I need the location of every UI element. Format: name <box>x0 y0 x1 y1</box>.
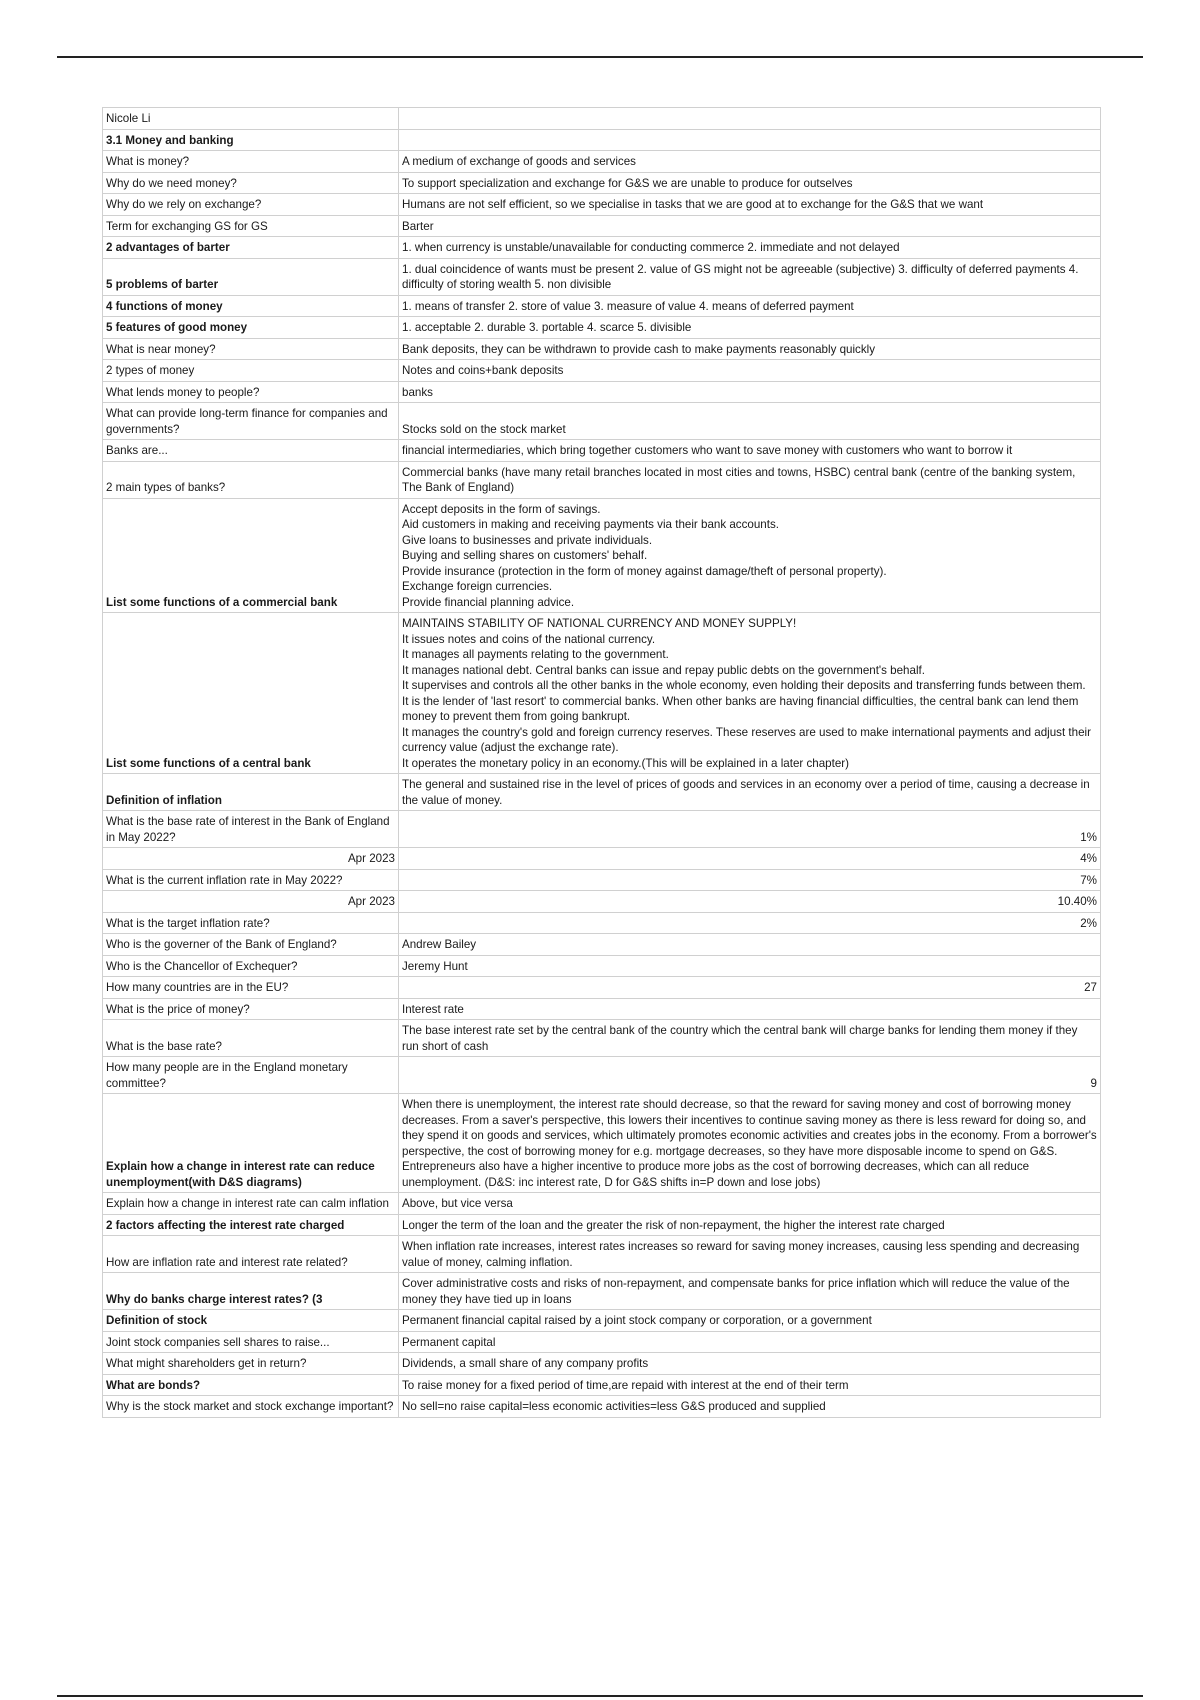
table-row <box>103 172 1101 194</box>
question-cell: 2 main types of banks? <box>103 461 399 498</box>
answer-cell: 1. means of transfer 2. store of value 3. measure of value 4. means of deferred payment <box>399 295 1101 317</box>
table-row <box>103 869 1101 891</box>
answer-cell: 1% <box>399 811 1101 848</box>
answer-cell: Permanent financial capital raised by a joint stock company or corporation, or a government <box>399 1310 1101 1332</box>
answer-cell: Longer the term of the loan and the greater the risk of non-repayment, the higher the interest rate charged <box>399 1214 1101 1236</box>
table-row <box>103 338 1101 360</box>
question-cell: Explain how a change in interest rate can reduce unemployment(with D&S diagrams) <box>103 1094 399 1193</box>
answer-cell: Jeremy Hunt <box>399 955 1101 977</box>
answer-cell: A medium of exchange of goods and services <box>399 151 1101 173</box>
answer-cell: 10.40% <box>399 891 1101 913</box>
answer-cell: 27 <box>399 977 1101 999</box>
question-cell: Term for exchanging GS for GS <box>103 215 399 237</box>
table-row <box>103 215 1101 237</box>
answer-cell: 7% <box>399 869 1101 891</box>
question-cell: Why do we rely on exchange? <box>103 194 399 216</box>
question-cell: 2 factors affecting the interest rate charged <box>103 1214 399 1236</box>
table-row <box>103 295 1101 317</box>
table-row <box>103 1353 1101 1375</box>
answer-cell: 1. acceptable 2. durable 3. portable 4. scarce 5. divisible <box>399 317 1101 339</box>
bottom-rule <box>57 1695 1143 1697</box>
table-row <box>103 613 1101 774</box>
question-cell: Apr 2023 <box>103 848 399 870</box>
answer-cell: Accept deposits in the form of savings. Aid customers in making and receiving payments via their bank accounts. Give loans to businesses and private individuals. Buying and selling shares on customers' behalf. Provide insurance (protection in the form of money against damage/theft of personal property). Exchange foreign currencies. Provide financial planning advice. <box>399 498 1101 613</box>
table-row <box>103 461 1101 498</box>
question-cell: List some functions of a commercial bank <box>103 498 399 613</box>
table-row <box>103 194 1101 216</box>
answer-cell: 1. when currency is unstable/unavailable for conducting commerce 2. immediate and not delayed <box>399 237 1101 259</box>
table-row <box>103 403 1101 440</box>
author-name: Nicole Li <box>103 108 399 130</box>
table-row <box>103 1094 1101 1193</box>
answer-cell: Commercial banks (have many retail branches located in most cities and towns, HSBC) central bank (centre of the banking system, The Bank of England) <box>399 461 1101 498</box>
question-cell: List some functions of a central bank <box>103 613 399 774</box>
answer-cell: Bank deposits, they can be withdrawn to provide cash to make payments reasonably quickly <box>399 338 1101 360</box>
table-row <box>103 774 1101 811</box>
question-cell: Definition of inflation <box>103 774 399 811</box>
question-cell: Joint stock companies sell shares to raise... <box>103 1331 399 1353</box>
question-cell: Definition of stock <box>103 1310 399 1332</box>
question-cell: What are bonds? <box>103 1374 399 1396</box>
question-cell: Why do we need money? <box>103 172 399 194</box>
table-row <box>103 440 1101 462</box>
question-cell: Banks are... <box>103 440 399 462</box>
table-row <box>103 237 1101 259</box>
table-row <box>103 1193 1101 1215</box>
table-row <box>103 151 1101 173</box>
question-cell: How are inflation rate and interest rate related? <box>103 1236 399 1273</box>
question-cell: Why is the stock market and stock exchange important? <box>103 1396 399 1418</box>
answer-cell: Cover administrative costs and risks of non-repayment, and compensate banks for price inflation which will reduce the value of the money they have tied up in loans <box>399 1273 1101 1310</box>
answer-cell: The general and sustained rise in the level of prices of goods and services in an economy over a period of time, causing a decrease in the value of money. <box>399 774 1101 811</box>
answer-cell: When inflation rate increases, interest rates increases so reward for saving money increases, causing less spending and decreasing value of money, calming inflation. <box>399 1236 1101 1273</box>
table-row <box>103 1214 1101 1236</box>
answer-cell: 9 <box>399 1057 1101 1094</box>
table-row <box>103 811 1101 848</box>
table-row <box>103 891 1101 913</box>
empty-cell <box>399 108 1101 130</box>
question-cell: Who is the governer of the Bank of England? <box>103 934 399 956</box>
empty-cell <box>399 129 1101 151</box>
answer-cell: Notes and coins+bank deposits <box>399 360 1101 382</box>
question-cell: What is the target inflation rate? <box>103 912 399 934</box>
question-cell: How many countries are in the EU? <box>103 977 399 999</box>
question-cell: What can provide long-term finance for companies and governments? <box>103 403 399 440</box>
question-cell: What is money? <box>103 151 399 173</box>
question-cell: What is the base rate of interest in the Bank of England in May 2022? <box>103 811 399 848</box>
table-row <box>103 317 1101 339</box>
question-cell: What is the base rate? <box>103 1020 399 1057</box>
question-cell: Explain how a change in interest rate can calm inflation <box>103 1193 399 1215</box>
answer-cell: Barter <box>399 215 1101 237</box>
answer-cell: When there is unemployment, the interest rate should decrease, so that the reward for saving money and cost of borrowing money decreases. From a saver's perspective, this lowers their incentives to continue saving money as there is less reward for doing so, and they spend it on goods and services, which ultimately promotes economic activities and creates jobs in the economy. From a borrower's perspective, the cost of borrowing money for e.g. mortgage decreases, so they have more disposable income to spend on G&S. Entrepreneurs also have a higher incentive to produce more jobs as the cost of borrowing decreases, which can all reduce unemployment. (D&S: inc interest rate, D for G&S shifts in=P down and lose jobs) <box>399 1094 1101 1193</box>
answer-cell: To raise money for a fixed period of time,are repaid with interest at the end of their term <box>399 1374 1101 1396</box>
answer-cell: Above, but vice versa <box>399 1193 1101 1215</box>
answer-cell: Humans are not self efficient, so we specialise in tasks that we are good at to exchange for the G&S that we want <box>399 194 1101 216</box>
question-cell: 5 features of good money <box>103 317 399 339</box>
table-row <box>103 360 1101 382</box>
answer-cell: 1. dual coincidence of wants must be present 2. value of GS might not be agreeable (subjective) 3. difficulty of deferred payments 4. difficulty of storing wealth 5. non divisible <box>399 258 1101 295</box>
answer-cell: Interest rate <box>399 998 1101 1020</box>
top-rule <box>57 56 1143 58</box>
notes-table <box>102 107 1101 1418</box>
question-cell: What is the price of money? <box>103 998 399 1020</box>
answer-cell: Stocks sold on the stock market <box>399 403 1101 440</box>
answer-cell: To support specialization and exchange for G&S we are unable to produce for outselves <box>399 172 1101 194</box>
question-cell: 4 functions of money <box>103 295 399 317</box>
table-row <box>103 1374 1101 1396</box>
answer-cell: MAINTAINS STABILITY OF NATIONAL CURRENCY AND MONEY SUPPLY! It issues notes and coins of the national currency. It manages all payments relating to the government. It manages national debt. Central banks can issue and repay public debts on the government's behalf. It supervises and controls all the other banks in the whole economy, even holding their deposits and transferring funds between them. It is the lender of 'last resort' to commercial banks. When other banks are having financial difficulties, the central bank can lend them money to prevent them from going bankrupt. It manages the country's gold and foreign currency reserves. These reserves are used to make international payments and adjust their currency value (adjust the exchange rate). It operates the monetary policy in an economy.(This will be explained in a later chapter) <box>399 613 1101 774</box>
answer-cell: The base interest rate set by the central bank of the country which the central bank will charge banks for lending them money if they run short of cash <box>399 1020 1101 1057</box>
question-cell: Apr 2023 <box>103 891 399 913</box>
table-row <box>103 1057 1101 1094</box>
question-cell: 2 types of money <box>103 360 399 382</box>
table-row-section <box>103 129 1101 151</box>
question-cell: Why do banks charge interest rates? (3 <box>103 1273 399 1310</box>
question-cell: What is the current inflation rate in May 2022? <box>103 869 399 891</box>
question-cell: 2 advantages of barter <box>103 237 399 259</box>
answer-cell: 2% <box>399 912 1101 934</box>
table-row-name <box>103 108 1101 130</box>
answer-cell: Permanent capital <box>399 1331 1101 1353</box>
table-row <box>103 381 1101 403</box>
table-row <box>103 498 1101 613</box>
question-cell: What is near money? <box>103 338 399 360</box>
table-row <box>103 1331 1101 1353</box>
table-row <box>103 1310 1101 1332</box>
table-row <box>103 955 1101 977</box>
answer-cell: 4% <box>399 848 1101 870</box>
section-title: 3.1 Money and banking <box>103 129 399 151</box>
question-cell: What lends money to people? <box>103 381 399 403</box>
table-row <box>103 848 1101 870</box>
table-row <box>103 1273 1101 1310</box>
question-cell: How many people are in the England monetary committee? <box>103 1057 399 1094</box>
table-row <box>103 977 1101 999</box>
table-row <box>103 1396 1101 1418</box>
answer-cell: No sell=no raise capital=less economic activities=less G&S produced and supplied <box>399 1396 1101 1418</box>
answer-cell: Dividends, a small share of any company profits <box>399 1353 1101 1375</box>
question-cell: 5 problems of barter <box>103 258 399 295</box>
table-row <box>103 1020 1101 1057</box>
answer-cell: financial intermediaries, which bring together customers who want to save money with customers who want to borrow it <box>399 440 1101 462</box>
table-row <box>103 998 1101 1020</box>
table-row <box>103 912 1101 934</box>
table-row <box>103 934 1101 956</box>
question-cell: What might shareholders get in return? <box>103 1353 399 1375</box>
table-row <box>103 258 1101 295</box>
answer-cell: banks <box>399 381 1101 403</box>
question-cell: Who is the Chancellor of Exchequer? <box>103 955 399 977</box>
table-row <box>103 1236 1101 1273</box>
answer-cell: Andrew Bailey <box>399 934 1101 956</box>
